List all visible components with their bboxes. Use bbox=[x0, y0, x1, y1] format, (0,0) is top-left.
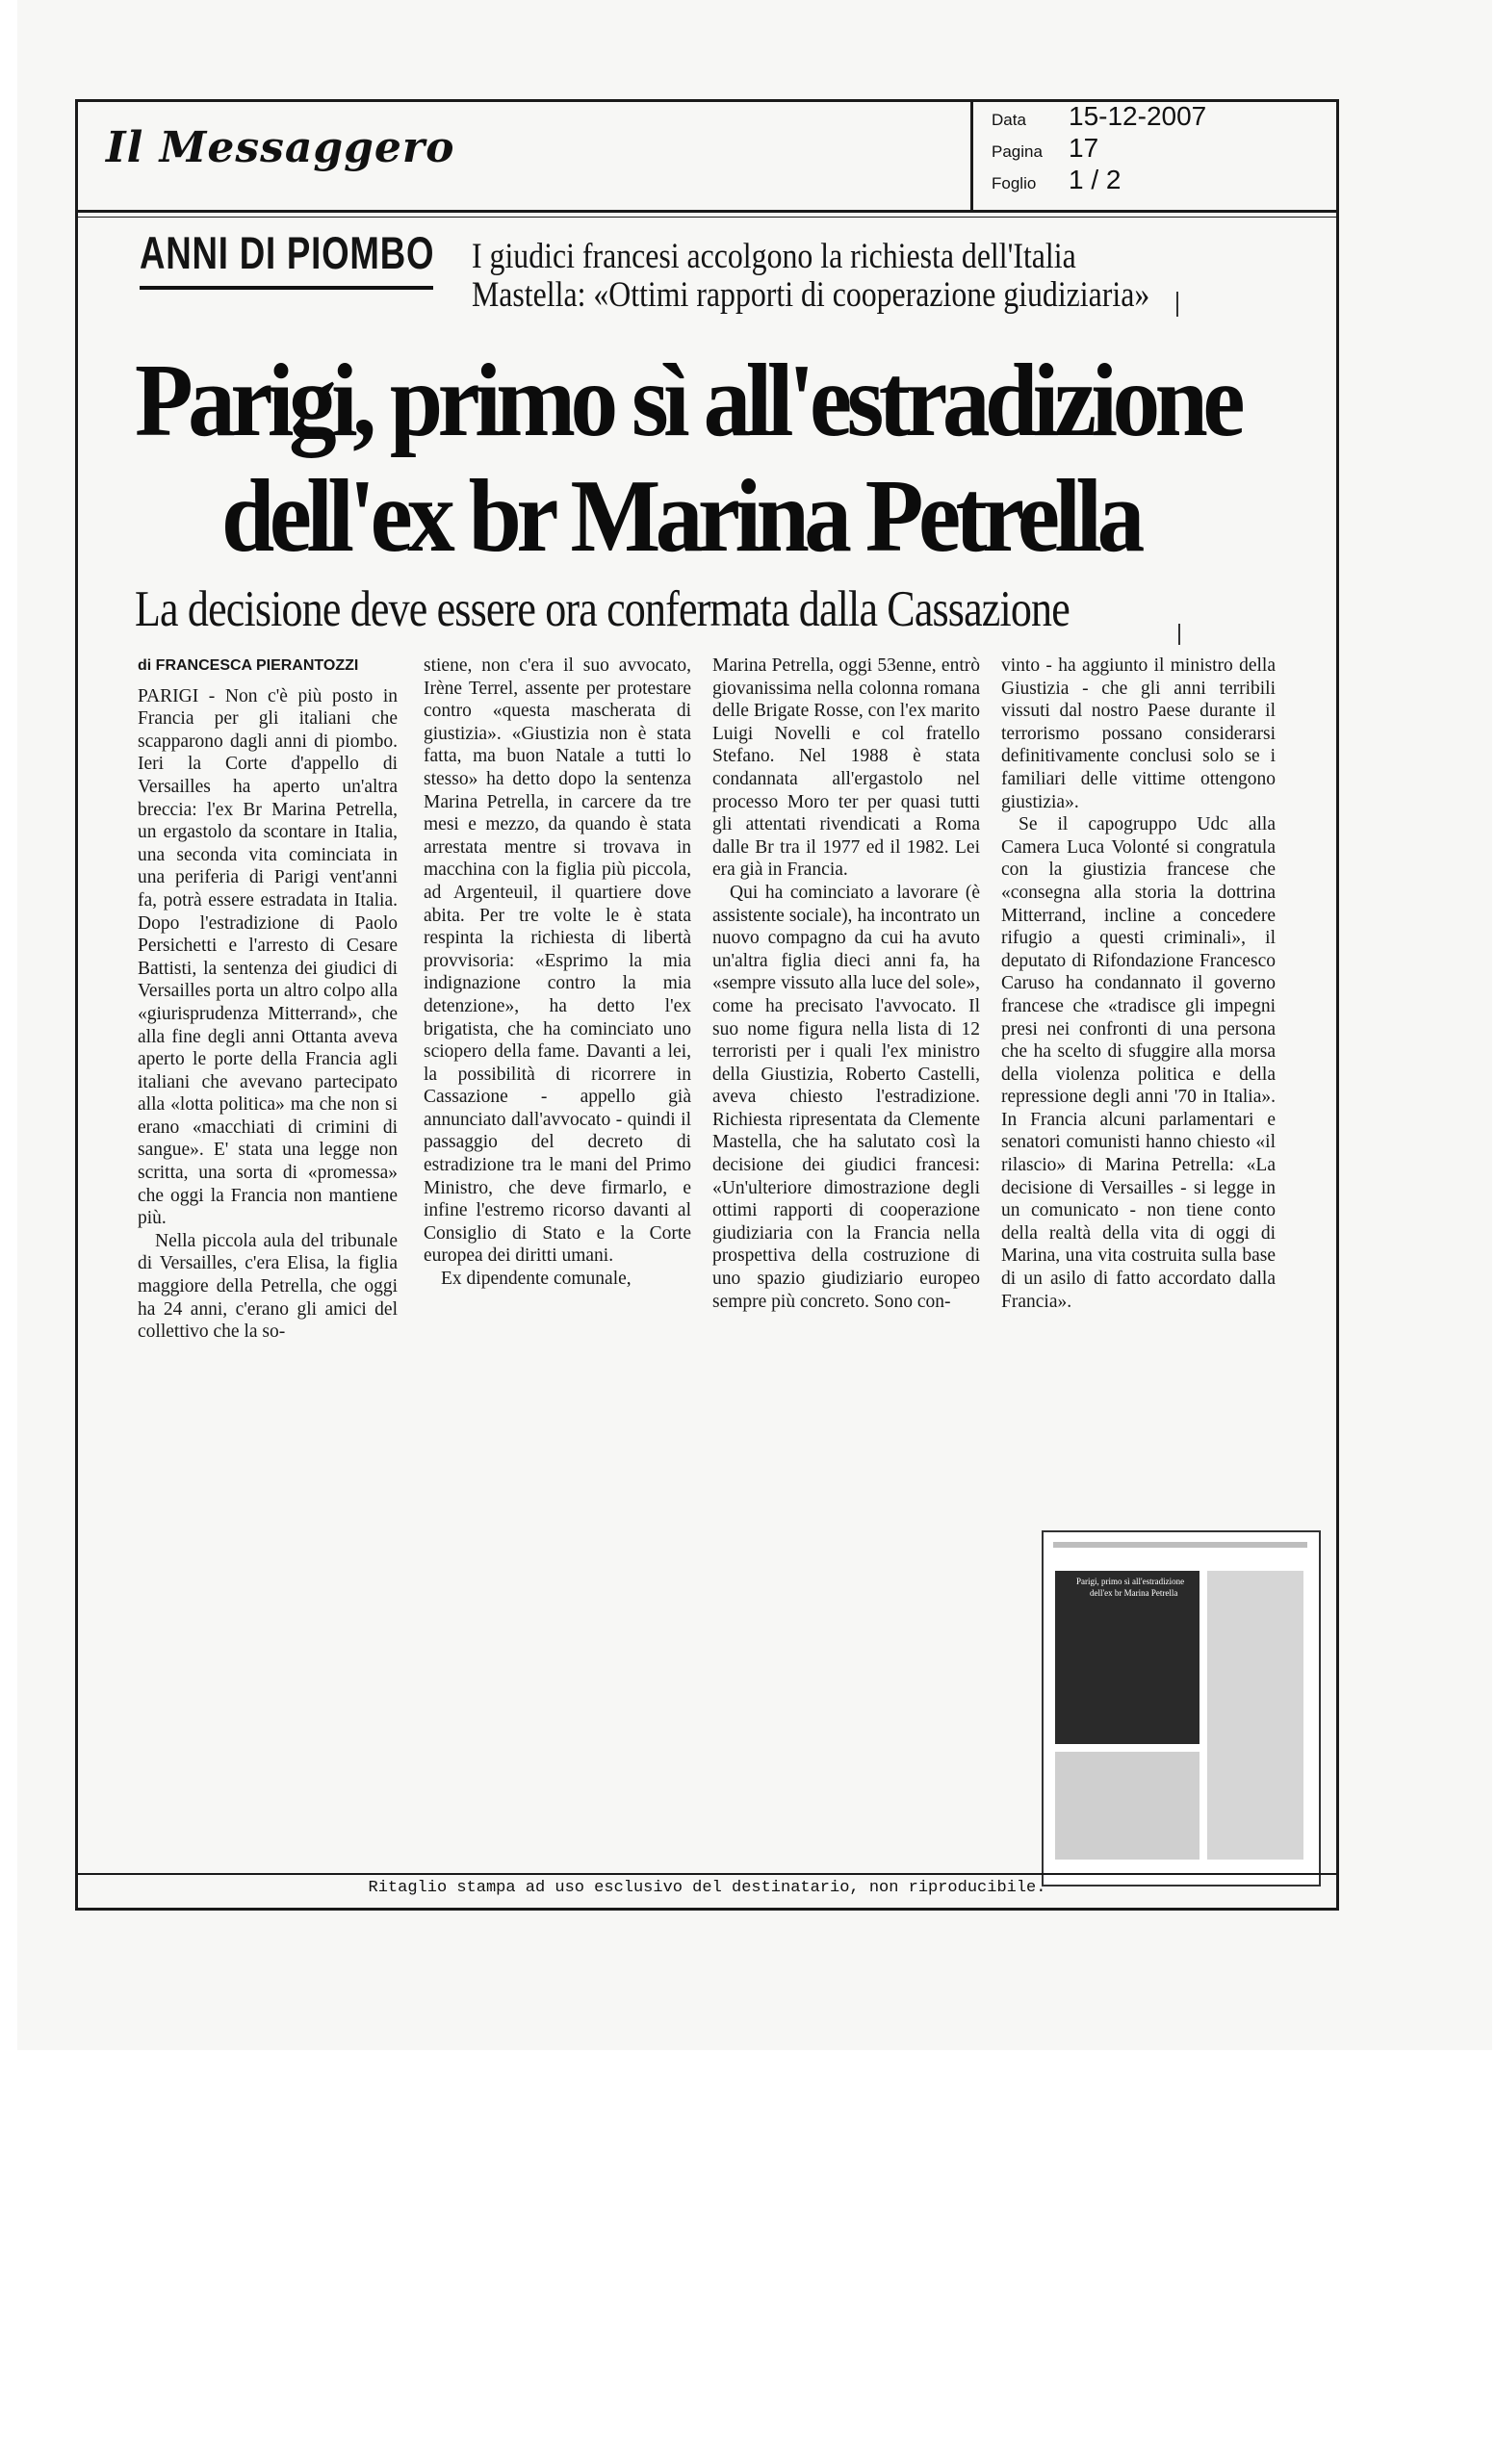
page-thumbnail bbox=[1042, 1530, 1321, 1886]
paragraph: Ex dipendente comunale, bbox=[441, 1269, 632, 1290]
article-column-2 bbox=[424, 654, 691, 1291]
paragraph: Nella piccola aula del tribunale di Versailles, c'era Elisa, la figlia maggiore della Petrella, che oggi ha 24 anni, c'erano gli amici del collettivo che la so- bbox=[138, 1230, 398, 1343]
page-label: Pagina bbox=[992, 142, 1043, 161]
article-column-4 bbox=[1001, 654, 1276, 1313]
header-separator-thin bbox=[75, 217, 1339, 218]
paragraph: Qui ha cominciato a lavorare (è assistente sociale), ha incontrato un nuovo compagno da cui ha avuto un'altra figlia dieci anni fa, ha «sempre vissuto alla luce del sole», come ha precisato l'avvocato. Il suo nome figura nella lista di 12 terroristi per i quali l'ex ministro della Giustizia, Roberto Castelli, aveva chiesto l'estradizione. Richiesta ripresentata da Clemente Mastella, che ha salutato così la decisione dei giudici francesi: «Un'ulteriore dimostrazione degli ottimi rapporti di cooperazione giudiziaria con la Francia nella prospettiva della costruzione di uno spazio giudiziario europeo sempre più concreto. Sono con- bbox=[712, 882, 980, 1312]
paragraph: vinto - ha aggiunto il ministro della Giustizia - che gli anni terribili vissuti dal nostro Paese durante il terrorismo possano considerarsi definitivamente conclusi solo se i familiari delle vittime ottengono giustizia». bbox=[1001, 655, 1276, 812]
paragraph: stiene, non c'era il suo avvocato, Irène Terrel, assente per protestare contro «questa mascherata di giustizia». «Giustizia non è stata fatta, ma buon Natale a tutti lo stesso» ha detto dopo la sentenza Marina Petrella, in carcere da tre mesi e mezzo, da quando è stata arrestata mentre si trovava in macchina con la figlia più piccola, ad Argenteuil, il quartiere dove abita. Per tre volte le è stata respinta la richiesta di libertà provvisoria: «Esprimo la mia indignazione contro la mia detenzione», ha detto l'ex brigatista, che ha cominciato uno sciopero della fame. Davanti a lei, la possibilità di ricorrere in Cassazione - appello già annunciato dall'avvocato - quindi il passaggio del decreto di estradizione tra le mani del Primo Ministro, che deve firmarlo, e infine l'estremo ricorso davanti al Consiglio di Stato e la Corte europea dei diritti umani. bbox=[424, 655, 691, 1267]
scan-mark bbox=[1178, 624, 1180, 645]
date-label: Data bbox=[992, 111, 1026, 129]
header-separator bbox=[75, 210, 1339, 213]
article-column-3 bbox=[712, 654, 980, 1313]
paragraph: Marina Petrella, oggi 53enne, entrò giovanissima nella colonna romana delle Brigate Rosse, con l'ex marito Luigi Novelli e col fratello Stefano. Nel 1988 è stata condannata all'ergastolo nel processo Moro ter per quasi tutti gli attentati rivendicati a Roma dalle Br tra il 1977 ed il 1982. Lei era già in Francia. bbox=[712, 655, 980, 881]
sheet-label: Foglio bbox=[992, 174, 1037, 192]
byline: di FRANCESCA PIERANTOZZI bbox=[138, 657, 359, 674]
scan-mark bbox=[1176, 292, 1178, 317]
meta-page bbox=[992, 133, 1098, 164]
meta-sheet bbox=[992, 165, 1121, 195]
kicker-underline bbox=[140, 286, 433, 290]
thumbnail-title-2: dell'ex br Marina Petrella bbox=[1090, 1588, 1178, 1598]
thumbnail-title-1: Parigi, primo sì all'estradizione bbox=[1076, 1577, 1185, 1586]
headline-line-1: Parigi, primo sì all'estradizione bbox=[135, 344, 1241, 458]
subhead-2: Mastella: «Ottimi rapporti di cooperazione giudiziaria» bbox=[472, 275, 1150, 315]
newspaper-masthead: Il Messaggero bbox=[106, 123, 455, 172]
copyright-notice: Ritaglio stampa ad uso esclusivo del destinatario, non riproducibile. bbox=[368, 1879, 1046, 1897]
sheet-value: 1 / 2 bbox=[1069, 165, 1122, 194]
headline-line-2: dell'ex br Marina Petrella bbox=[221, 459, 1140, 574]
date-value: 15-12-2007 bbox=[1069, 101, 1207, 131]
subhead-1: I giudici francesi accolgono la richiesta dell'Italia bbox=[472, 237, 1076, 276]
article-deck: La decisione deve essere ora confermata dalla Cassazione bbox=[135, 581, 1070, 637]
footer-separator bbox=[75, 1873, 1339, 1875]
article-column-1 bbox=[138, 654, 398, 1344]
masthead-divider bbox=[970, 99, 973, 213]
paragraph: Se il capogruppo Udc alla Camera Luca Volonté si congratula con la giustizia francese che «consegna alla storia la dottrina Mitterrand, incline a concedere rifugio a questi criminali», il deputato di Rifondazione Francesco Caruso ha condannato il governo francese che «tradisce gli impegni presi nei confronti di una persona che ha scelto di sfuggire alla morsa della violenza politica e della repressione degli anni '70 in Italia». In Francia alcuni parlamentari e senatori comunisti hanno chiesto «il rilascio» di Marina Petrella: «La decisione di Versailles - si legge in un comunicato - non tiene conto della realtà della vita di oggi di Marina, una vita costruita sulla base di un asilo di fatto accordato dalla Francia». bbox=[1001, 814, 1276, 1312]
meta-date bbox=[992, 101, 1206, 132]
page-value: 17 bbox=[1069, 133, 1099, 163]
paragraph: PARIGI - Non c'è più posto in Francia per gli italiani che scapparono dagli anni di piombo. Ieri la Corte d'appello di Versailles ha aperto un'altra breccia: l'ex Br Marina Petrella, un ergastolo da scontare in Italia, una seconda vita cominciata in una periferia di Parigi vent'anni fa, potrà essere estradata in Italia. Dopo l'estradizione di Paolo Persichetti e l'arresto di Cesare Battisti, la sentenza dei giudici di Versailles porta un altro colpo alla «giurisprudenza Mitterrand», che alla fine degli anni Ottanta aveva aperto le porte della Francia agli italiani che avevano partecipato alla «lotta politica» ma che non si erano «macchiati di crimini di sangue». E' stata una legge non scritta, una sorta di «promessa» che oggi la Francia non mantiene più. bbox=[138, 685, 398, 1229]
article-kicker: ANNI DI PIOMBO bbox=[140, 227, 435, 278]
